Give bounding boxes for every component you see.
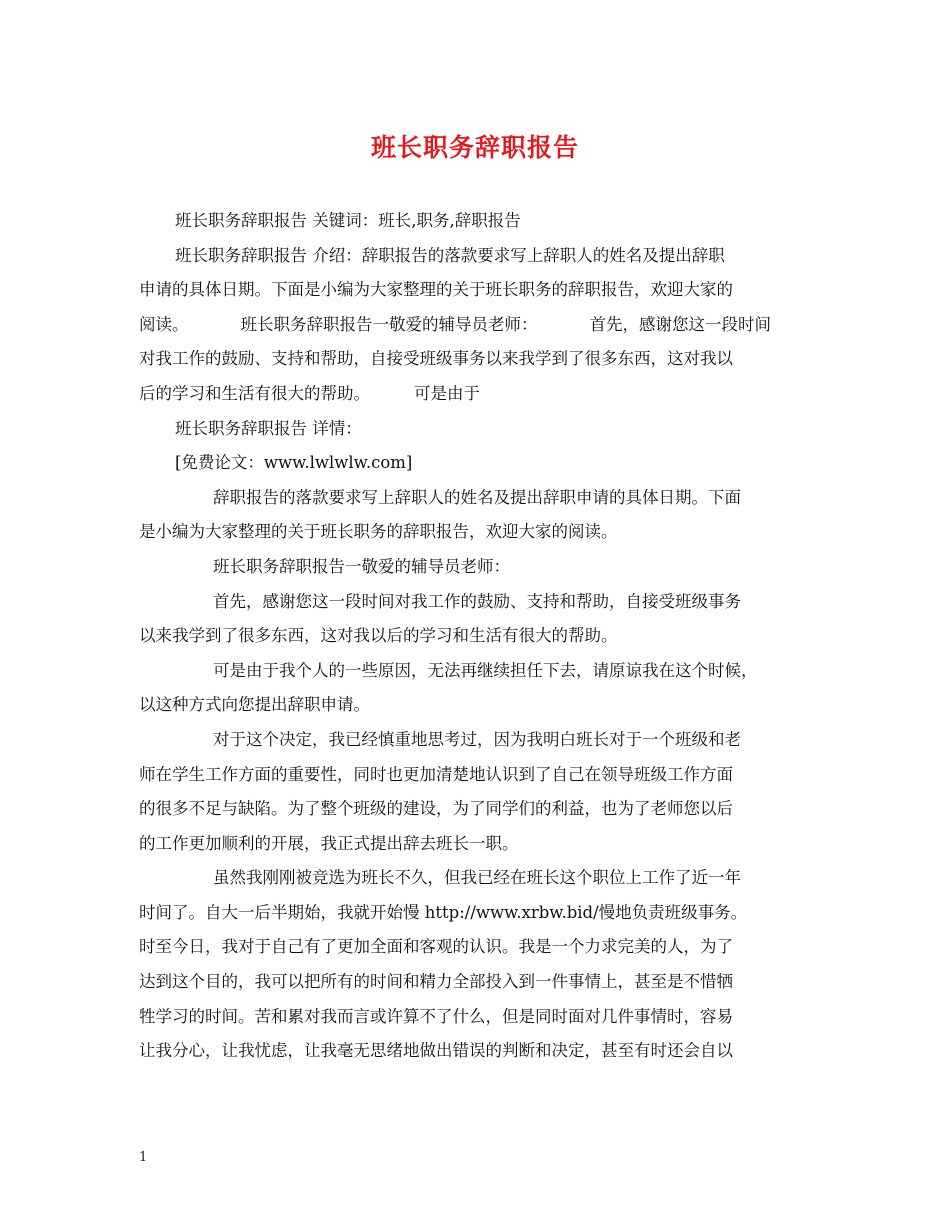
- text-line: 班长职务辞职报告 详情：: [175, 418, 362, 438]
- text-line: [139, 308, 819, 343]
- text-line: 以这种方式向您提出辞职申请。: [139, 695, 370, 715]
- text-segment: 阅读。: [139, 314, 189, 334]
- text-line: 对于这个决定，我已经慎重地思考过，因为我明白班长对于一个班级和老: [213, 729, 741, 749]
- text-line: 牲学习的时间。苦和累对我而言或许算不了什么，但是同时面对几件事情时，容易: [139, 1006, 733, 1026]
- text-line: 班长职务辞职报告一敬爱的辅导员老师：: [213, 556, 510, 576]
- document-body: [139, 204, 819, 1069]
- text-line: 达到这个目的，我可以把所有的时间和精力全部投入到一件事情上，甚至是不惜牺: [139, 972, 733, 992]
- text-line: 的工作更加顺利的开展，我正式提出辞去班长一职。: [139, 833, 519, 853]
- text-line: 时至今日，我对于自己有了更加全面和客观的认识。我是一个力求完美的人，为了: [139, 937, 733, 957]
- text-segment: 首先，感谢您这一段时间: [589, 314, 771, 334]
- text-segment: 可是由于: [414, 383, 480, 403]
- text-line: [免费论文：www.lwlwlw.com]: [175, 453, 413, 473]
- page-number: 1: [139, 1150, 148, 1165]
- text-segment: 班长职务辞职报告一敬爱的辅导员老师：: [240, 314, 538, 334]
- text-line: 虽然我刚刚被竞选为班长不久，但我已经在班长这个职位上工作了近一年: [213, 868, 741, 888]
- text-line: 班长职务辞职报告 介绍：辞职报告的落款要求写上辞职人的姓名及提出辞职: [175, 245, 725, 265]
- text-line: 辞职报告的落款要求写上辞职人的姓名及提出辞职申请的具体日期。下面: [213, 487, 741, 507]
- text-line: [139, 377, 819, 412]
- text-line: 可是由于我个人的一些原因，无法再继续担任下去，请原谅我在这个时候，: [213, 660, 758, 680]
- text-line: 的很多不足与缺陷。为了整个班级的建设，为了同学们的利益，也为了老师您以后: [139, 799, 733, 819]
- document-title: 班长职务辞职报告: [370, 133, 579, 162]
- text-line: 时间了。自大一后半期始，我就开始慢 http://www.xrbw.bid/慢地负责班级事务。: [139, 902, 748, 922]
- text-line: 对我工作的鼓励、支持和帮助，自接受班级事务以来我学到了很多东西，这对我以: [139, 349, 733, 369]
- text-line: 申请的具体日期。下面是小编为大家整理的关于班长职务的辞职报告，欢迎大家的: [139, 280, 733, 300]
- text-line: 是小编为大家整理的关于班长职务的辞职报告，欢迎大家的阅读。: [139, 522, 618, 542]
- text-line: 以来我学到了很多东西，这对我以后的学习和生活有很大的帮助。: [139, 626, 618, 646]
- text-line: 让我分心，让我忧虑，让我毫无思绪地做出错误的判断和决定，甚至有时还会自以: [139, 1041, 733, 1061]
- text-segment: 后的学习和生活有很大的帮助。: [139, 383, 370, 403]
- text-line: 师在学生工作方面的重要性，同时也更加清楚地认识到了自己在领导班级工作方面: [139, 764, 733, 784]
- text-line: 班长职务辞职报告 关键词：班长,职务,辞职报告: [175, 211, 521, 230]
- text-line: 首先，感谢您这一段时间对我工作的鼓励、支持和帮助，自接受班级事务: [213, 591, 741, 611]
